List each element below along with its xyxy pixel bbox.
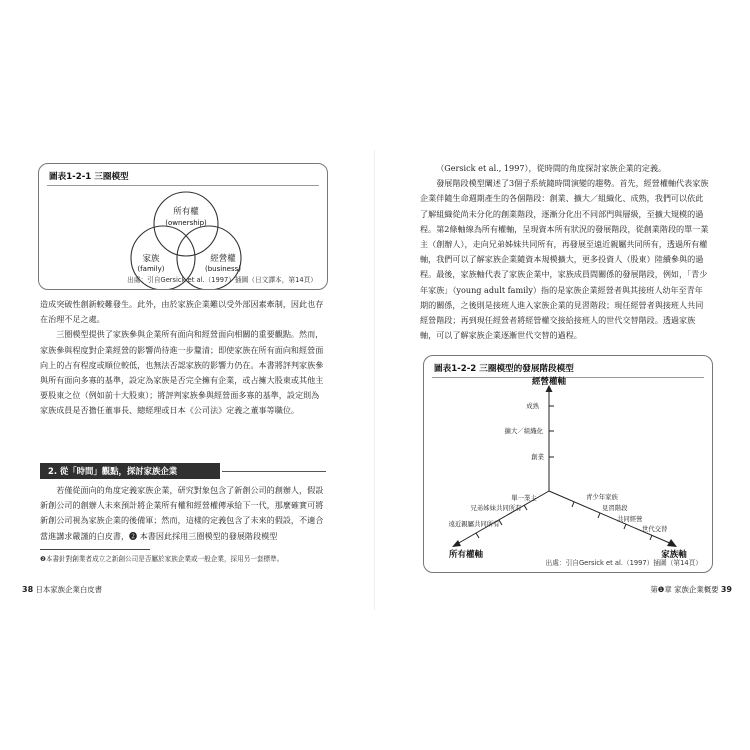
ownership-tick [476,533,479,538]
ownership-stage-3 [448,519,500,528]
left-folio [22,584,102,595]
right-page [375,0,750,750]
left-body-text-2 [40,483,326,544]
business-axis-label: 經營權軸 [531,377,567,387]
business-sub: (business) [205,265,241,273]
figure-three-circle-box [38,163,328,290]
figure-title: 圖表1-2-2 三圈模型的發展階段模型 [434,364,574,374]
ownership-sub: (ownership) [165,219,207,227]
family-stage-2: 見習階段 [602,504,628,512]
paragraph: 造成突破性創新較難發生。此外，由於家族企業難以受外部因素牽制，因此也存在治理不足之處。 [40,299,324,325]
business-stage-1: 成熟 [526,402,539,410]
book-title: 日本家族企業白皮書 [35,585,103,594]
family-tick [624,524,626,529]
ownership-axis-label: 所有權軸 [448,550,484,560]
figure-source: 出處：引自Gersick et al.（1997）插圖（日文譯本，第14頁） [127,276,317,284]
section-heading: 2. 從「時間」觀點，探討家族企業 [40,463,220,479]
family-stage-3: 共同經營 [617,515,643,523]
ownership-stage-3-text: 遠近親屬共同所有 [448,520,500,528]
family-label: 家族 [142,254,160,264]
ownership-axis-arrow [452,540,461,547]
ownership-stage-1: 單一業主 [511,494,537,502]
left-body-text-1 [40,297,326,419]
figure-title: 圖表1-2-1 三圈模型 [49,172,129,182]
family-axis-label: 家族軸 [661,550,687,560]
business-stage-3: 創業 [531,453,544,461]
footnote: ❷本書針對創業者成立之新創公司是否屬於家族企業或一般企業，採用另一套標準。 [40,555,284,563]
business-label: 經營權 [210,254,236,264]
page-number: 39 [720,585,732,594]
paragraph: （Gersick et al., 1997），從時間的角度探討家族企業的定義。 [436,163,667,173]
family-stage-1: 青少年家族 [586,493,618,501]
section-heading-rule [222,471,326,472]
paragraph: 發展階段模型闡述了3個子系統隨時間演變的趨勢。首先，經營權軸代表家族企業伴隨生命週期產生的各個階段：創業、擴大／組織化、成熟，我們可以依此了解組織從尚未分化的創業階段，逐漸分化出不同部門與層級，至擴大規模的過程。第2條軸線為所有權軸，呈現資本所有狀況的發展階段，從創業階段的單一業主（創辦人），走向兄弟姊妹共同所有，再發展至遠近親屬共同所有，透過所有權軸，我們可以了解家族企業隨資本規模擴大，更多投資人（股東）陸續參與的過程。最後，家族軸代表了家族企業中，家族成員間關係的發展階段，例如，「青少年家族」（young adult family）指的是家族企業經營者與其接班人幼年至青年期的關係，之後則是接班人進入家族企業的見習階段；現任經營者與接班人共同經營階段；再到現任經營者將經營權交接給接班人的世代交替階段。透過家族軸，可以了解家族企業逐漸世代交替的過程。 [420,178,709,341]
figure-source: 出處：引自Gersick et al.（1997）插圖（第14頁） [545,559,702,567]
chapter-label: 第❶章 [650,585,672,594]
family-tick [572,502,574,507]
development-model-diagram [424,356,712,572]
ownership-stage-2 [470,503,522,512]
footnote-rule [40,549,150,550]
family-sub: (family) [137,265,165,273]
page-number: 38 [22,585,34,594]
ownership-tick [524,505,527,510]
ownership-label: 所有權 [173,207,199,217]
three-circle-diagram [39,164,327,289]
family-tick [650,535,652,540]
right-body-text [420,161,710,343]
chapter-title: 家族企業概要 [674,585,719,594]
business-stage-2: 擴大／組織化 [504,427,543,435]
paragraph: 三圈模型提供了家族參與企業所有面向和經營面向相關的重要觀點。然而，家族參與程度對企業經營的影響尚待進一步釐清；即使家族在所有面向和經營面向上的占有程度或順位較低，也無法否認家族的影響力仍在。本書將評判家族參與所有面向多寡的基準，設定為家族是否完全擁有企業，或占擁大股東或其他主要股東之位（例如前十大股東）；將評判家族參與經營面多寡的基準，設定則為家族成員是否擔任董事長、總經理或日本《公司法》定義之董事等職位。 [40,329,324,416]
figure-development-model-box [423,355,713,573]
paragraph: 若僅從面向的角度定義家族企業，研究對象包含了新創公司的創辦人，假設新創公司的創辦人未來預計將企業所有權和經營權傳承給下一代，那麼確實可將新創公司視為家族企業的後備軍；然而，這樣的定義包含了未來的假設，不適合當進講求嚴謹的白皮書，❷ 本書因此採用三圈模型的發展階段模型 [40,485,324,541]
family-tick [598,513,600,518]
right-folio [650,584,732,595]
family-stage-4: 世代交替 [642,525,668,533]
ownership-stage-2-text: 兄弟姊妹共同所有 [470,504,522,512]
